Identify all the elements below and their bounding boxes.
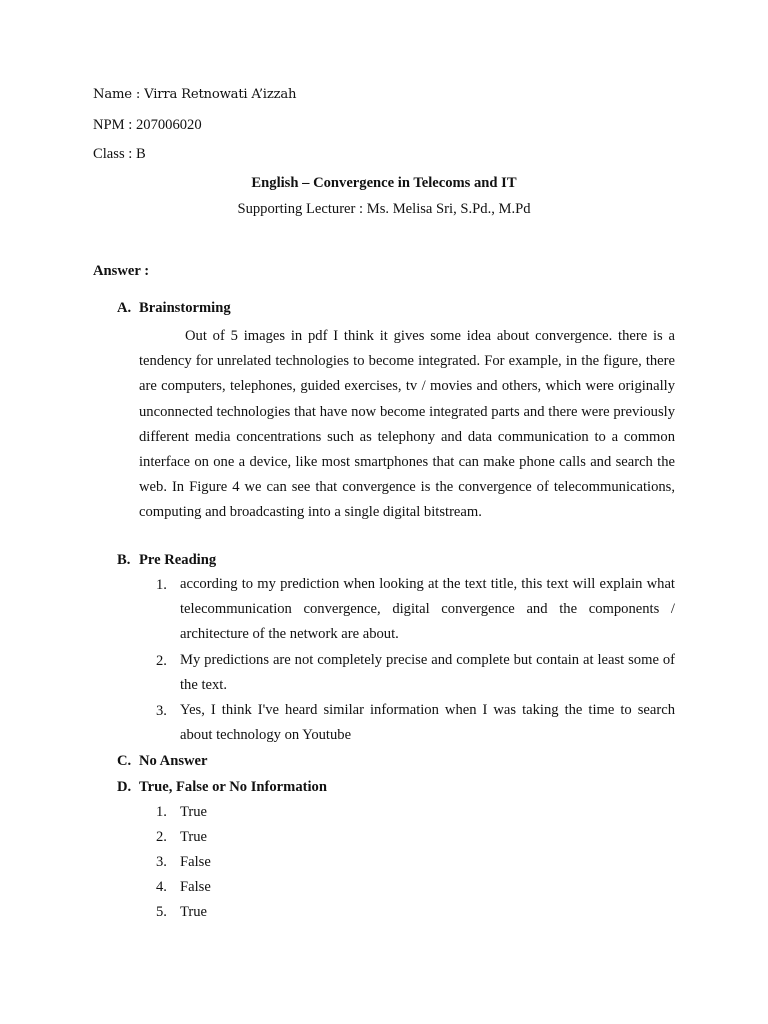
section-a-title: Brainstorming	[139, 300, 231, 316]
section-b-letter: B.	[117, 552, 131, 568]
student-class: Class : B	[93, 146, 146, 162]
section-b-title: Pre Reading	[139, 552, 217, 568]
section-a-paragraph: Out of 5 images in pdf I think it gives some idea about convergence. there is a tendency for unrelated technologies to become integrated. For example, in the figure, there are computers, telephones, guided exercises, tv / movies and others, which were originally unconnected technologies that have now become integrated parts and there were previously different media concentrations such as telephony and data communication to a common interface on one a device, like most smartphones that can make phone calls and search the web. In Figure 4 we can see that convergence is the convergence of telecommunications, computing and broadcasting into a single digital bitstream.	[139, 328, 675, 521]
section-d-letter: D.	[117, 779, 132, 795]
student-name: Name : Virra Retnowati A’izzah	[93, 87, 297, 102]
section-b-item-2-text: My predictions are not completely precise and complete but contain at least some of the text.	[180, 652, 675, 694]
section-d-item-2-text: True	[180, 829, 208, 845]
section-d-item-4-number: 4.	[156, 879, 167, 895]
section-b-item-1-number: 1.	[156, 577, 167, 593]
section-d-title: True, False or No Information	[139, 779, 327, 795]
section-b-item-3-text: Yes, I think I've heard similar information when I was taking the time to search about technology on Youtube	[180, 702, 675, 744]
section-b-item-2-number: 2.	[156, 653, 167, 669]
section-c-letter: C.	[117, 753, 132, 769]
section-b-item-3-number: 3.	[156, 703, 167, 719]
section-d-item-1-number: 1.	[156, 804, 167, 820]
section-d-item-1-text: True	[180, 804, 208, 820]
answer-label: Answer :	[93, 263, 150, 279]
section-b-item-1-text: according to my prediction when looking at the text title, this text will explain what telecommunication convergence, digital convergence and the components / architecture of the network are about.	[180, 576, 675, 643]
section-d-item-3-number: 3.	[156, 854, 167, 870]
section-d-item-2-number: 2.	[156, 829, 167, 845]
section-d-item-4-text: False	[180, 879, 211, 895]
section-d-item-5-number: 5.	[156, 904, 167, 920]
section-c-title: No Answer	[139, 753, 208, 769]
section-d-item-3-text: False	[180, 854, 211, 870]
section-a-letter: A.	[117, 300, 132, 316]
document-subtitle: Supporting Lecturer : Ms. Melisa Sri, S.Pd., M.Pd	[237, 201, 531, 217]
student-npm: NPM : 207006020	[93, 117, 202, 133]
section-d-item-5-text: True	[180, 904, 208, 920]
document-title: English – Convergence in Telecoms and IT	[251, 175, 517, 191]
